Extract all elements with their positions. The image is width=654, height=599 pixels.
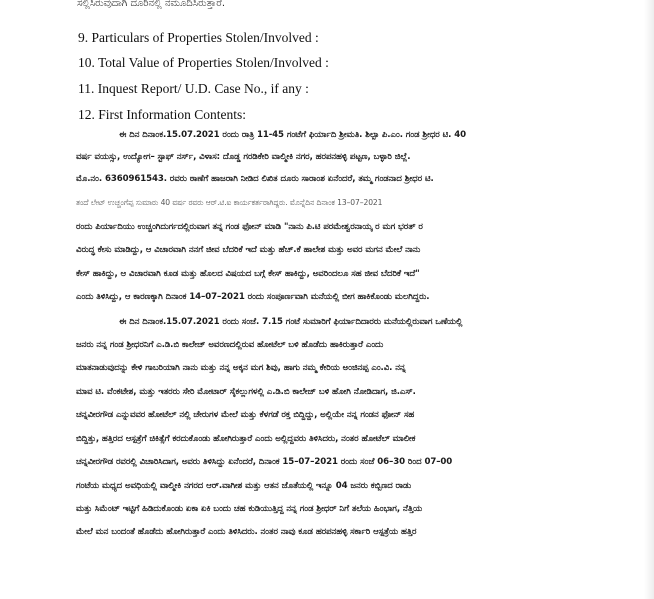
para2-line: ಮಾತನಾಡುವುದನ್ನು ಕೇಳಿ ಗಾಬರಿಯಾಗಿ ನಾನು ಮತ್ತು ನನ್ನ ಅಕ್ಕನ ಮಗ ಶಿವು, ಹಾಗು ನಮ್ಮ ಕೇರಿಯ ಅಂಜಿನಪ್ಪ ಎಂ.ವಿ. ನನ್ನ <box>76 363 406 373</box>
continued-line: ಸಲ್ಲಿಸಿರುವುದಾಗಿ ದೂರಿನಲ್ಲಿ ನಮೂದಿಸಿರುತ್ತಾರೆ. <box>77 0 226 9</box>
para2-line: ಚನ್ನವೀರಗೌಡ ಎನ್ನುವವರ ಹೋಟೆಲ್ ನಲ್ಲಿ ಚೇರುಗಳ ಮೇಲೆ ಮತ್ತು ಕೆಳಗಡೆ ರಕ್ತ ಬಿದ್ದಿದ್ದು, ಅಲ್ಲಿಯೇ ನನ್ನ ಗಂಡನ ಫೋನ್ ಸಹ <box>76 410 415 420</box>
para2-line: ಮೇಲೆ ಮನ ಬಂದಂತೆ ಹೊಡೆದು ಹೋಗಿರುತ್ತಾರೆ ಎಂದು ತಿಳಿಸಿದರು. ನಂತರ ನಾವು ಕೂಡ ಹರಪನಹಳ್ಳಿ ಸರ್ಕಾರಿ ಆಸ್ಪತ್ರೆಯ ಹತ್ತಿರ <box>76 527 417 537</box>
field-properties-stolen: 9. Particulars of Properties Stolen/Involved : <box>78 30 319 45</box>
para1-line: ಕೇಸ್ ಹಾಕಿದ್ದು, ಆ ವಿಚಾರವಾಗಿ ಕೂಡ ಮತ್ತು ಹೊಲದ ವಿಷಯದ ಬಗ್ಗೆ ಕೇಸ್ ಹಾಕಿದ್ದು, ಅವರಿಂದಲೂ ಸಹ ಜೀವ ಬೆದರಿಕೆ ಇದೆ" <box>76 269 420 279</box>
para1-line: ರಂದು ಪಿರ್ಯಾದಿಯು ಉಚ್ಚಂಗಿದುರ್ಗದಲ್ಲಿರುವಾಗ ತನ್ನ ಗಂಡ ಫೋನ್ ಮಾಡಿ "ನಾನು ಪಿ.ಟಿ ಪರಮೇಶ್ವರನಾಯ್ಕ ರ ಮಗ ಭರತ್ ರ <box>76 222 423 232</box>
field-total-value: 10. Total Value of Properties Stolen/Involved : <box>78 55 329 70</box>
para2-line: ಮಾವ ಟಿ. ವೆಂಕಟೇಶ, ಮತ್ತು ಇತರರು ಸೇರಿ ಮೋಟಾರ್ ಸೈಕಲ್ಲುಗಳಲ್ಲಿ ಎ.ಡಿ.ಬಿ ಕಾಲೇಜ್ ಬಳಿ ಹೋಗಿ ನೋಡಿದಾಗ, ಜಿ.ಎಸ್. <box>76 387 416 397</box>
scan-edge-shadow <box>644 0 654 599</box>
field-first-information: 12. First Information Contents: <box>78 107 246 122</box>
field-inquest-report: 11. Inquest Report/ U.D. Case No., if any : <box>78 81 309 96</box>
para2-line: ಮತ್ತು ಸಿಮೆಂಟ್ ಇಟ್ಟಿಗೆ ಹಿಡಿದುಕೊಂಡು ಏಕಾ ಏಕಿ ಬಂದು ಚಹ ಕುಡಿಯುತ್ತಿದ್ದ ನನ್ನ ಗಂಡ ಶ್ರೀಧರ್ ನಿಗೆ ತಲೆಯ ಹಿಂಭಾಗ, ನೆತ್ತಿಯ <box>76 504 423 514</box>
para1-line: ಈ ದಿನ ದಿನಾಂಕ.15.07.2021 ರಂದು ರಾತ್ರಿ 11-45 ಗಂಟೆಗೆ ಫಿರ್ಯಾದಿ ಶ್ರೀಮತಿ. ಶಿಲ್ಪಾ ಪಿ.ಎಂ. ಗಂಡ ಶ್ರೀಧರ ಟಿ. 40 <box>119 130 466 140</box>
para2-line: ಜನರು ನನ್ನ ಗಂಡ ಶ್ರೀಧರನಿಗೆ ಎ.ಡಿ.ಬಿ ಕಾಲೇಜ್ ಅವರಣದಲ್ಲಿರುವ ಹೋಟೆಲ್ ಬಳಿ ಹೊಡೆದು ಹಾಕಿರುತ್ತಾರೆ ಎಂದು <box>76 340 384 350</box>
para2-line: ಬಿದ್ದಿತ್ತು, ಹತ್ತಿರದ ಆಸ್ಪತ್ರೆಗೆ ಚಿಕಿತ್ಸೆಗೆ ಕರದುಕೊಂಡು ಹೋಗಿರುತ್ತಾರೆ ಎಂದು ಅಲ್ಲಿದ್ದವರು ತಿಳಿಸಿದರು, ನಂತರ ಹೋಟೆಲ್ ಮಾಲೀಕ <box>76 434 416 444</box>
para2-line: ಈ ದಿನ ದಿನಾಂಕ.15.07.2021 ರಂದು ಸಂಜೆ. 7.15 ಗಂಟೆ ಸುಮಾರಿಗೆ ಫಿರ್ಯಾದಿದಾರರು ಮನೆಯಲ್ಲಿರುವಾಗ ಒಣೆಯಲ್ಲಿ <box>119 317 463 327</box>
para1-line: ಮೊ.ನಂ. 6360961543. ರವರು ಠಾಣೆಗೆ ಹಾಜರಾಗಿ ನೀಡಿದ ಲಿಖಿತ ದೂರು ಸಾರಾಂಶ ಏನೆಂದರೆ, ತಮ್ಮ ಗಂಡನಾದ ಶ್ರೀಧರ ಟಿ. <box>76 174 434 184</box>
para1-line: ವರ್ಷ ವಯಸ್ಸು, ಉದ್ಯೋಗ– ಸ್ಟಾಫ್ ನರ್ಸ್, ವಿಳಾಸ: ದೊಡ್ಡ ಗರಡಿಕೇರಿ ವಾಲ್ಮೀಕಿ ನಗರ, ಹರಪನಹಳ್ಳಿ ಪಟ್ಟಣ, ಬಳ್ಳಾರಿ ಜಿಲ್ಲೆ. <box>76 152 411 162</box>
para2-line: ಚನ್ನವೀರಗೌಡ ರವರಲ್ಲಿ ವಿಚಾರಿಸಿದಾಗ, ಅವರು ತಿಳಿಸಿದ್ದು ಏನೆಂದರೆ, ದಿನಾಂಕ 15–07–2021 ರಂದು ಸಂಜೆ 06–30 ರಿಂದ 07–00 <box>76 457 453 467</box>
para1-line: ತಂದೆ ಲೇಟ್ ಉಚ್ಚಂಗೆಪ್ಪ ಸುಮಾರು 40 ವರ್ಷ ರವರು ಆರ್.ಟಿ.ಐ ಕಾರ್ಯಕರ್ತರಾಗಿದ್ದರು. ಮೊನ್ನೆದಿನ ದಿನಾಂಕ 13–07–2021 <box>76 198 383 207</box>
para1-line: ಎಂದು ತಿಳಿಸಿದ್ದು, ಆ ಕಾರಣಕ್ಕಾಗಿ ದಿನಾಂಕ 14–07–2021 ರಂದು ಸಂಪೂರ್ಣವಾಗಿ ಮನೆಯಲ್ಲಿ ಬೀಗ ಹಾಕಿಕೊಂಡು ಮಲಗಿದ್ದರು. <box>76 292 430 302</box>
para2-line: ಗಂಟೆಯ ಮಧ್ಯದ ಅವಧಿಯಲ್ಲಿ ವಾಲ್ಮೀಕಿ ನಗರದ ಆರ್.ವಾಗೀಶ ಮತ್ತು ಆತನ ಜೊತೆಯಲ್ಲಿ ಇನ್ನೂ 04 ಜನರು ಕಬ್ಬಿಣದ ರಾಡು <box>76 481 412 491</box>
para1-line: ವಿರುದ್ಧ ಕೇಸು ಮಾಡಿದ್ದು, ಆ ವಿಚಾರವಾಗಿ ನನಗೆ ಜೀವ ಬೆದರಿಕೆ ಇದೆ ಮತ್ತು ಹೆಚ್.ಕೆ ಹಾಲೇಶ ಮತ್ತು ಅವರ ಮಗನ ಮೇಲೆ ನಾನು <box>76 245 421 255</box>
